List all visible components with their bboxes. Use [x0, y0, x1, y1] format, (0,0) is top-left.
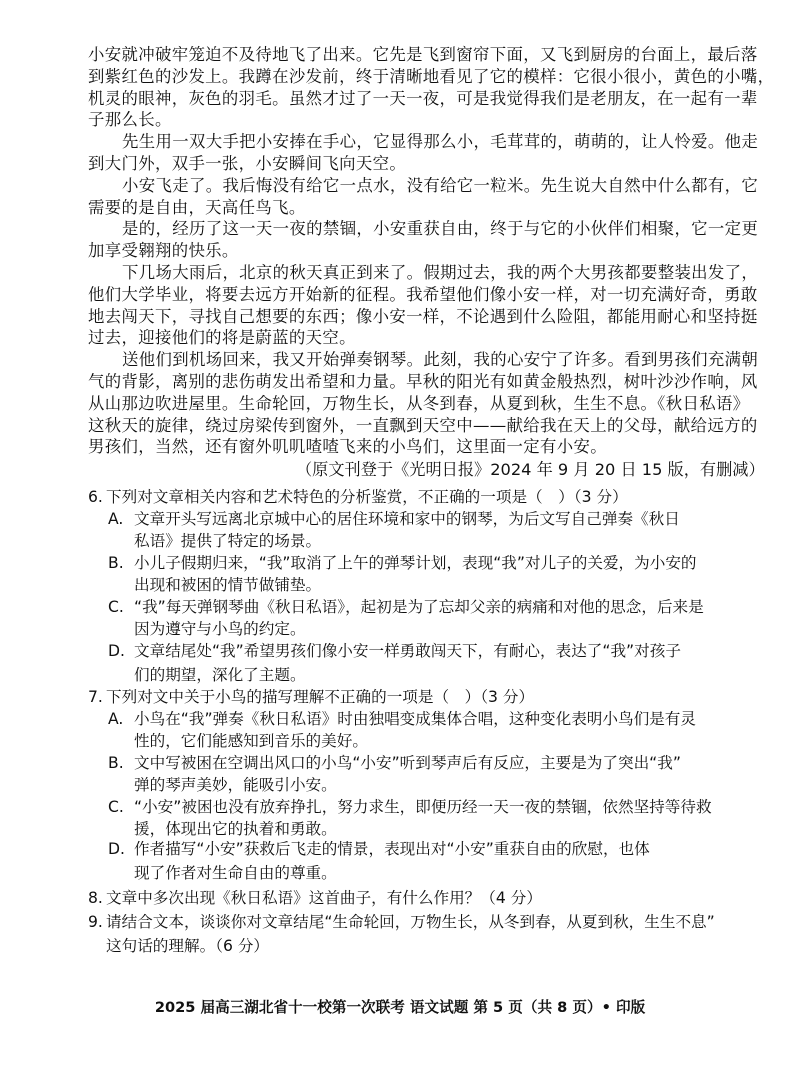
passage-line: 男孩们，当然，还有窗外叽叽喳喳飞来的小鸟们，这里面一定有小安。 — [88, 437, 607, 457]
question-stem: 请结合文本，谈谈你对文章结尾“生命轮回，万物生长，从冬到春，从夏到秋，生生不息” — [106, 913, 715, 931]
option-text: 现了作者对生命自由的尊重。 — [134, 864, 337, 882]
option-letter: C. — [108, 798, 124, 816]
option-text: 性的，它们能感知到音乐的美好。 — [134, 732, 368, 750]
option-text: 援，体现出它的执着和勇敢。 — [134, 820, 337, 838]
passage-line: 地去闯天下，寻找自己想要的东西；像小安一样，不论遇到什么险阻，都能用耐心和坚持挺 — [88, 306, 758, 326]
page-footer: 2025 届高三湖北省十一校第一次联考 语文试题 第 5 页（共 8 页）• 印版 — [154, 999, 646, 1016]
passage-line: 气的背影，离别的悲伤萌发出希望和力量。早秋的阳光有如黄金般热烈，树叶沙沙作响，风 — [88, 372, 758, 391]
passage-line: 是的，经历了这一天一夜的禁锢，小安重获自由，终于与它的小伙伴们相聚，它一定更 — [122, 219, 759, 239]
passage-line: 先生用一双大手把小安捧在手心，它显得那么小，毛茸茸的，萌萌的，让人怜爱。他走 — [122, 132, 759, 152]
option-text: 文中写被困在空调出风口的小鸟“小安”听到琴声后有反应，主要是为了突出“我” — [134, 754, 681, 772]
option-text: 小儿子假期归来，“我”取消了上午的弹琴计划，表现“我”对儿子的关爱，为小安的 — [134, 554, 697, 572]
option-letter: C. — [108, 598, 124, 616]
option-letter: A. — [108, 510, 124, 528]
question-stem: 这句话的理解。（6 分） — [106, 937, 270, 955]
passage-line: 送他们到机场回来，我又开始弹奏钢琴。此刻，我的心安宁了许多。看到男孩们充满朝 — [122, 350, 759, 370]
question-number: 7. — [88, 688, 103, 706]
question-number: 8. — [88, 889, 103, 907]
passage-line: 需要的是自由，天高任鸟飞。 — [88, 197, 306, 217]
question-number: 9. — [88, 913, 103, 931]
option-text: 文章结尾处“我”希望男孩们像小安一样勇敢闯天下，有耐心，表达了“我”对孩子 — [134, 642, 681, 660]
question-stem: 下列对文中关于小鸟的描写理解不正确的一项是（ ）（3 分） — [106, 688, 535, 706]
passage-line: 子那么长。 — [88, 110, 172, 130]
passage-line: 加享受翱翔的快乐。 — [88, 241, 239, 261]
option-text: “我”每天弹钢琴曲《秋日私语》，起初是为了忘却父亲的病痛和对他的思念，后来是 — [134, 598, 704, 616]
option-text: 因为遵守与小鸟的约定。 — [134, 620, 306, 638]
source-note: （原文刊登于《光明日报》2024 年 9 月 20 日 15 版，有删减） — [296, 460, 765, 480]
passage-line: 机灵的眼神，灰色的羽毛。虽然才过了一天一夜，可是我觉得我们是老朋友，在一起有一辈 — [88, 88, 758, 108]
option-text: 小鸟在“我”弹奏《秋日私语》时由独唱变成集体合唱，这种变化表明小鸟们是有灵 — [134, 710, 696, 728]
option-letter: D. — [108, 642, 125, 660]
option-text: 私语》提供了特定的场景。 — [134, 532, 322, 550]
passage-line: 从山那边吹进屋里。生命轮回，万物生长，从冬到春，从夏到秋，生生不息。《秋日私语》 — [88, 393, 750, 413]
option-letter: A. — [108, 710, 124, 728]
option-text: 文章开头写远离北京城中心的居住环境和家中的钢琴，为后文写自己弹奏《秋日 — [134, 510, 680, 528]
passage-line: 下几场大雨后，北京的秋天真正到来了。假期过去，我的两个大男孩都要整装出发了， — [122, 263, 759, 282]
option-letter: D. — [108, 840, 125, 858]
passage-line: 这秋天的旋律，绕过房梁传到窗外，一直飘到天空中——献给我在天上的父母，献给远方的 — [88, 415, 758, 435]
option-text: 作者描写“小安”获救后飞走的情景，表现出对“小安”重获自由的欣慰，也体 — [134, 840, 650, 858]
option-text: “小安”被困也没有放弃挣扎，努力求生，即便历经一天一夜的禁锢，依然坚持等待救 — [134, 798, 712, 816]
passage-line: 小安就冲破牢笼迫不及待地飞了出来。它先是飞到窗帘下面，又飞到厨房的台面上，最后落 — [88, 45, 758, 64]
option-letter: B. — [108, 754, 124, 772]
passage-line: 到大门外，双手一张，小安瞬间飞向天空。 — [88, 154, 407, 173]
passage-line: 过去，迎接他们的将是蔚蓝的天空。 — [88, 328, 356, 348]
option-text: 出现和被困的情节做铺垫。 — [134, 576, 322, 594]
passage-line: 他们大学毕业，将要去远方开始新的征程。我希望他们像小安一样，对一切充满好奇，勇敢 — [88, 284, 758, 304]
option-text: 弹的琴声美妙，能吸引小安。 — [134, 776, 337, 794]
passage-line: 小安飞走了。我后悔没有给它一点水，没有给它一粒米。先生说大自然中什么都有，它 — [122, 175, 759, 195]
question-stem: 文章中多次出现《秋日私语》这首曲子，有什么作用？（4 分） — [106, 889, 542, 907]
question-stem: 下列对文章相关内容和艺术特色的分析鉴赏，不正确的一项是（ ）（3 分） — [106, 488, 628, 506]
passage-line: 到紫红色的沙发上。我蹲在沙发前，终于清晰地看见了它的模样：它很小很小，黄色的小嘴， — [88, 66, 775, 86]
question-number: 6. — [88, 488, 103, 506]
option-letter: B. — [108, 554, 124, 572]
option-text: 们的期望，深化了主题。 — [134, 666, 306, 684]
